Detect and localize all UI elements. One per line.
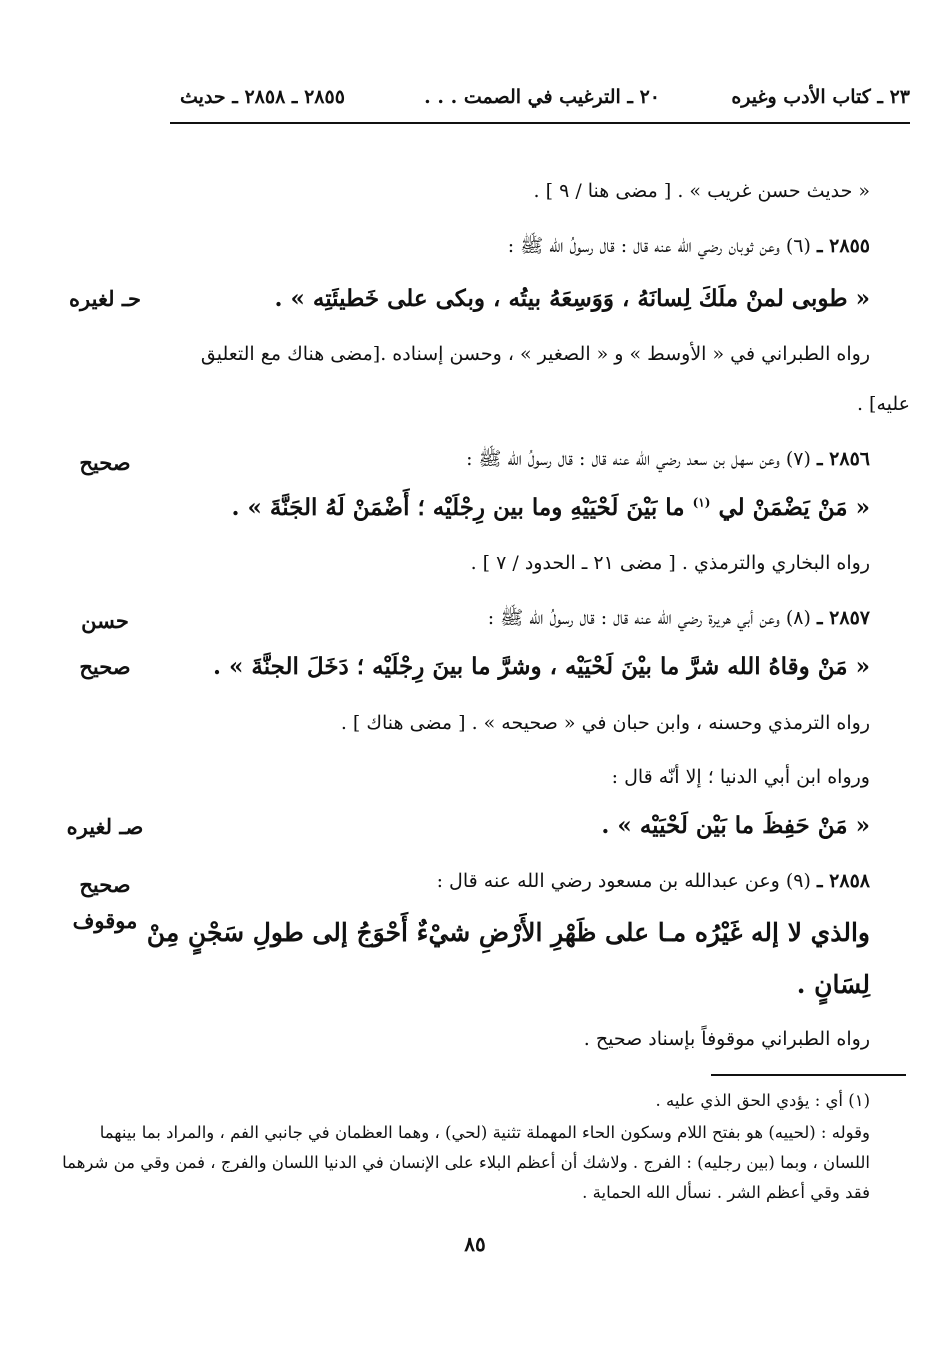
hadith-2855-text: « طوبى لمنْ ملَكَ لِسانَهُ ، وَوَسِعَهُ بيتُه ، وبكى على خَطيئَتِه » .: [274, 285, 870, 312]
hadith-2857-source: رواه الترمذي وحسنه ، وابن حبان في « صحيحه » . [ مضى هناك ] .: [340, 712, 870, 734]
footnote-1: (١) أي : يؤدي الحق الذي عليه .: [655, 1091, 870, 1110]
hadith-2855-narration: (٦) وعن ثوبان رضي الله عنه قال : قال رسولُ الله ﷺ :: [507, 235, 811, 257]
footnote-separator: [711, 1074, 906, 1076]
hadith-2855-source-line2: عليه] .: [856, 393, 910, 415]
hadith-2858-text-line1: والذي لا إله غَيْرُه مـا على ظَهْرِ الأَرْضِ شيْءٌ أَحْوَجُ إلى طولِ سَجْنٍ مِنْ: [146, 918, 870, 947]
hadith-2856-number: ٢٨٥٦ ـ: [816, 448, 870, 470]
hadith-2855-grade: حـ لغيره: [69, 286, 141, 311]
hadith-2858-narration: (٩) وعن عبدالله بن مسعود رضي الله عنه قال :: [436, 870, 811, 892]
hadith-2857-grade-line2: صحيح: [79, 654, 131, 679]
hadith-2857-alt-grade: صـ لغيره: [66, 814, 144, 839]
hadith-2856-text: [231, 494, 870, 521]
footnote-2: وقوله : (لحييه) هو بفتح اللام وسكون الحاء المهملة تثنية (لحي) ، وهما العظمان في جانبي الفم ، والمراد بما بينهما اللسان ، وبما (بين رجليه) : الفرج . ولاشك أن أعظم البلاء على الإنسان في الدنيا اللسان والفرج ، فمن وقي من شرهما فقد وقي أعظم الشر . نسأل الله الحماية .: [62, 1123, 870, 1202]
hadith-2857-intro: [488, 606, 870, 634]
header-book-title: ٢٣ ـ كتاب الأدب وغيره: [731, 86, 910, 108]
hadith-2857-narration: (٨) وعن أبي هريرة رضي الله عنه قال : قال رسولُ الله ﷺ :: [487, 607, 811, 629]
hadith-2858-grade-line2: موقوف: [72, 908, 138, 933]
hadith-2857-text: « مَنْ وقاهُ الله شرَّ ما بيْنَ لَحْيَيْه ، وشرَّ ما بينَ رِجْلَيْه ؛ دَخَلَ الجنَّةَ » .: [212, 653, 870, 680]
hadith-2857-alt-text: « مَنْ حَفِظَ ما بَيْن لَحْيَيْه » .: [601, 812, 870, 839]
header-hadith-range: ٢٨٥٥ ـ ٢٨٥٨ ـ حديث: [180, 86, 345, 108]
page-number: ٨٥: [464, 1232, 486, 1256]
hadith-2858-number: ٢٨٥٨ ـ: [816, 870, 870, 892]
previous-hadith-note: « حديث حسن غريب » . [ مضى هنا / ٩ ] .: [533, 180, 870, 202]
hadith-2858-text-line2: لِسَانٍ .: [796, 970, 870, 999]
hadith-2856-text-part1: « مَنْ يَضْمَنْ لي: [718, 494, 870, 521]
hadith-2856-narration: (٧) وعن سهل بن سعد رضي الله عنه قال : قال رسولُ الله ﷺ :: [466, 448, 811, 470]
header-chapter-title: ٢٠ ـ الترغيب في الصمت . . .: [424, 86, 660, 108]
hadith-2855-intro: [508, 234, 870, 262]
hadith-2858-grade-line1: صحيح: [79, 872, 131, 897]
hadith-2856-intro: [466, 447, 870, 475]
header-rule: [170, 122, 910, 124]
hadith-2857-grade-line1: حسن: [81, 608, 129, 633]
hadith-2856-grade: صحيح: [79, 450, 131, 475]
hadith-2856-source: رواه البخاري والترمذي . [ مضى ٢١ ـ الحدود / ٧ ] .: [470, 552, 870, 574]
footnote-reference-1: (١): [692, 495, 711, 510]
hadith-2857-alt-intro: ورواه ابن أبي الدنيا ؛ إلا أنّه قال :: [611, 766, 870, 788]
hadith-2857-number: ٢٨٥٧ ـ: [816, 607, 870, 629]
hadith-2855-source-line1: رواه الطبراني في « الأوسط » و « الصغير » ، وحسن إسناده .[مضى هناك مع التعليق: [200, 343, 870, 365]
hadith-2858-source: رواه الطبراني موقوفاً بإسناد صحيح .: [583, 1028, 870, 1050]
hadith-2858-intro: [437, 870, 870, 892]
hadith-2856-text-part2: ما بَيْنَ لَحْيَيْهِ وما بين رِجْلَيْه ؛ أَضْمَنْ لَهُ الجَنَّةَ » .: [231, 494, 685, 521]
hadith-2855-number: ٢٨٥٥ ـ: [816, 235, 870, 257]
